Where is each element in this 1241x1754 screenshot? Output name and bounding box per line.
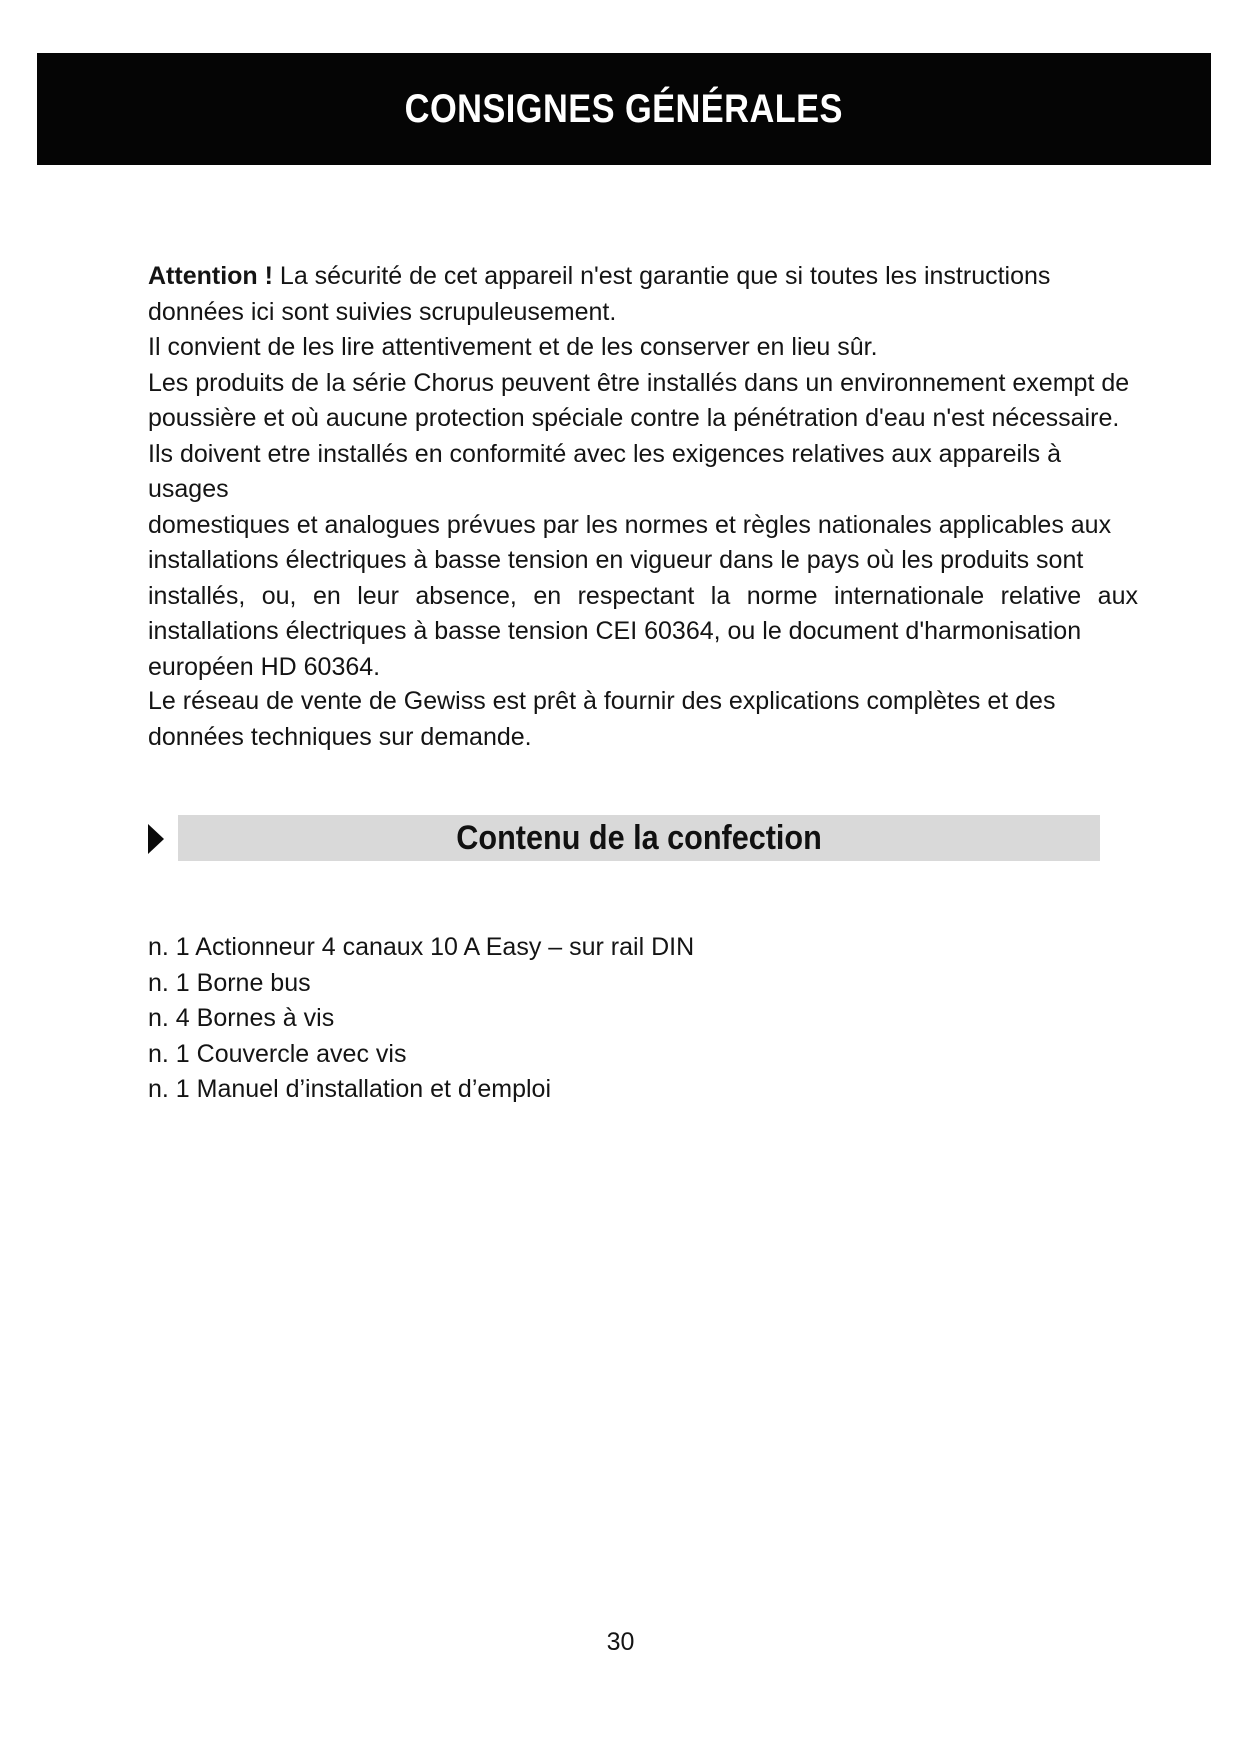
list-item: n. 1 Borne bus (148, 968, 311, 997)
intro-line-8: installations électriques à basse tension en vigueur dans le pays où les produits sont (148, 546, 1084, 574)
triangle-right-icon (148, 824, 164, 854)
intro-line-7: domestiques et analogues prévues par les normes et règles nationales applicables aux (148, 510, 1112, 539)
list-item: n. 1 Actionneur 4 canaux 10 A Easy – sur rail DIN (148, 933, 695, 961)
sales-note-line-1: Le réseau de vente de Gewiss est prêt à fournir des explications complètes et des (148, 687, 1056, 715)
intro-line-3: Il convient de les lire attentivement et de les conserver en lieu sûr. (148, 333, 878, 361)
sales-network-note (148, 684, 1138, 755)
list-item: n. 1 Manuel d’installation et d’emploi (148, 1075, 552, 1103)
attention-label: Attention ! (148, 262, 273, 290)
package-contents-list (148, 930, 694, 1108)
section-title: Contenu de la confection (456, 818, 822, 857)
intro-line-11: européen HD 60364. (148, 652, 381, 681)
section-heading-bar (178, 815, 1100, 861)
intro-line-1 (148, 259, 1138, 295)
intro-line-2: données ici sont suivies scrupuleusement. (148, 297, 617, 326)
page-header (37, 53, 1211, 165)
intro-line-6: Ils doivent etre installés en conformité avec les exigences relatives aux appareils à usages (148, 439, 1061, 503)
sales-note-line-2: données techniques sur demande. (148, 722, 532, 751)
page-title: CONSIGNES GÉNÉRALES (404, 86, 844, 131)
intro-line-5: poussière et où aucune protection spéciale contre la pénétration d'eau n'est nécessaire. (148, 404, 1120, 432)
list-item: n. 4 Bornes à vis (148, 1004, 335, 1032)
safety-instructions (148, 259, 1138, 685)
intro-line-9: installés, ou, en leur absence, en respectant la norme internationale relative aux (148, 581, 1138, 610)
section-heading-row (148, 815, 1102, 863)
intro-line-1-text: La sécurité de cet appareil n'est garantie que si toutes les instructions (272, 262, 1051, 290)
list-item: n. 1 Couvercle avec vis (148, 1039, 407, 1068)
page-number: 30 (606, 1628, 635, 1656)
intro-line-4: Les produits de la série Chorus peuvent être installés dans un environnement exempt de (148, 368, 1130, 397)
intro-line-10: installations électriques à basse tension CEI 60364, ou le document d'harmonisation (148, 617, 1082, 645)
